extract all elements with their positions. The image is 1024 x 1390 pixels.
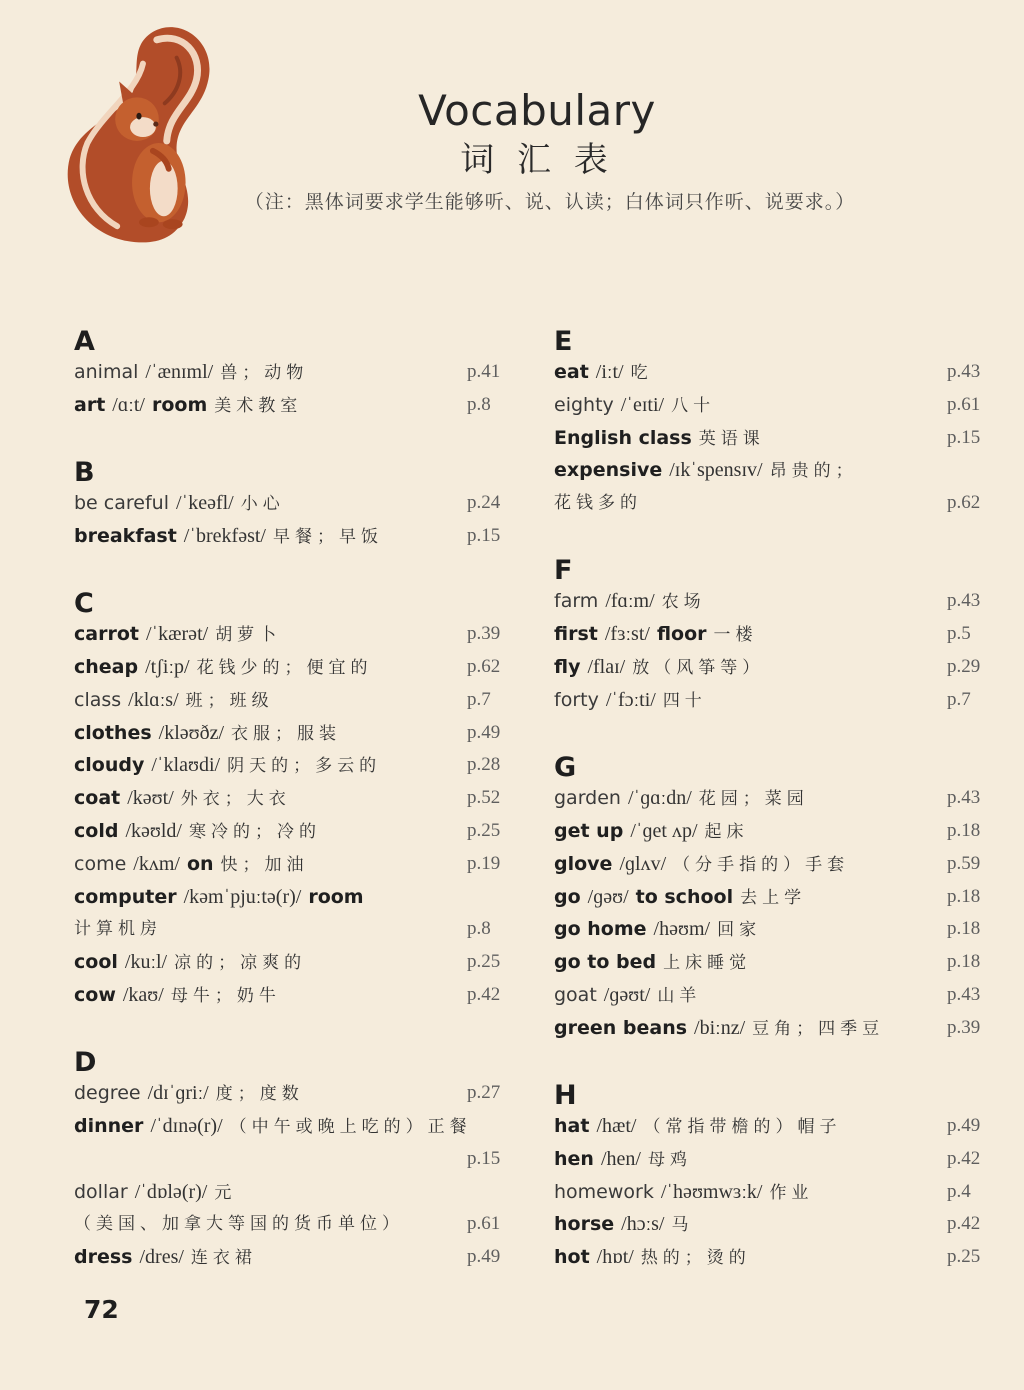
entry-row (74, 389, 514, 422)
page-ref: p.18 (947, 951, 981, 973)
phonetic: /dres/ (139, 1246, 184, 1269)
headword-regular: homework (554, 1180, 654, 1203)
section-d (74, 1049, 514, 1274)
phonetic: /kəʊt/ (127, 787, 174, 810)
page-ref: p.5 (947, 623, 971, 645)
phonetic: /iːt/ (595, 361, 624, 383)
entry-row (554, 913, 994, 946)
phonetic: /ˈdɪnə(r)/ (150, 1115, 223, 1138)
phonetic: /ɪkˈspensɪv/ (669, 459, 763, 482)
page-ref: p.8 (467, 918, 491, 940)
headword-bold: carrot (74, 623, 139, 646)
headword-bold: breakfast (74, 524, 177, 547)
page-ref: p.29 (947, 656, 981, 678)
chinese-meaning: 衣服；服装 (231, 723, 342, 744)
headword-bold: room (308, 885, 364, 908)
phonetic: /ɡəʊ/ (587, 885, 629, 908)
page-ref: p.42 (947, 1213, 981, 1235)
headword-bold: cold (74, 819, 119, 842)
headword-bold: dinner (74, 1115, 144, 1138)
entry-row (554, 1208, 994, 1241)
page-ref: p.18 (947, 885, 981, 907)
headword-bold: go home (554, 918, 647, 941)
headword-regular: animal (74, 361, 139, 383)
page-ref: p.28 (467, 754, 501, 776)
entry-row (74, 618, 514, 651)
section-letter: D (74, 1047, 97, 1079)
entry-row (74, 684, 514, 717)
chinese-meaning: 班；班级 (185, 690, 274, 711)
page-ref: p.18 (947, 918, 981, 940)
page-ref: p.15 (467, 1147, 501, 1169)
chinese-meaning: 凉的；凉爽的 (174, 953, 307, 974)
headword-bold: fly (554, 656, 581, 679)
page-ref: p.39 (947, 1016, 981, 1038)
phonetic: /ˈkærət/ (145, 623, 209, 646)
chinese-meaning: 花钱多的 (554, 493, 642, 514)
chinese-meaning: 八十 (671, 395, 716, 416)
chinese-meaning: （中午或晚上吃的）正餐 (229, 1117, 472, 1138)
page-ref: p.25 (947, 1246, 981, 1268)
entry-row (74, 717, 514, 750)
headword-bold: coat (74, 787, 121, 810)
entry-row (74, 749, 514, 782)
page-ref: p.42 (947, 1147, 981, 1169)
chinese-meaning: 起床 (704, 821, 749, 842)
phonetic: /hæt/ (596, 1115, 637, 1138)
chinese-meaning: 山羊 (657, 985, 702, 1006)
phonetic: /tʃiːp/ (145, 655, 190, 678)
entry-row (74, 913, 514, 946)
headword-bold: glove (554, 852, 613, 875)
phonetic: /ɡlʌv/ (619, 852, 667, 875)
phonetic: /kəʊld/ (125, 819, 182, 842)
page-ref: p.43 (947, 590, 981, 612)
entry-row (74, 651, 514, 684)
entry-row (554, 979, 994, 1012)
chinese-meaning: 度；度数 (215, 1084, 304, 1105)
section-e (554, 328, 994, 520)
chinese-meaning: 花钱少的；便宜的 (196, 657, 373, 678)
entry-row (74, 487, 514, 520)
headword-bold: go (554, 885, 581, 908)
phonetic: /kʌm/ (133, 852, 180, 875)
entry-row (74, 520, 514, 553)
entry-row (554, 1110, 994, 1143)
headword-bold: get up (554, 819, 624, 842)
page-ref: p.7 (467, 688, 491, 710)
headword-regular: garden (554, 787, 621, 810)
phonetic: /ˈɡet ʌp/ (630, 819, 698, 842)
vocabulary-column-left (74, 328, 514, 1274)
phonetic: /kuːl/ (124, 951, 168, 974)
chinese-meaning: 早餐；早饭 (272, 526, 383, 547)
chinese-meaning: 昂贵的； (769, 461, 858, 482)
entry-row (554, 1241, 994, 1274)
headword-bold: clothes (74, 721, 152, 744)
chinese-meaning: （分手指的）手套 (673, 854, 850, 875)
phonetic: /ˈɡɑːdn/ (627, 787, 692, 810)
page-ref: p.4 (947, 1180, 971, 1202)
entry-row (74, 1143, 514, 1176)
entry-row (74, 782, 514, 815)
chinese-meaning: 一楼 (713, 625, 758, 646)
page-ref: p.24 (467, 492, 501, 514)
vocabulary-column-right (554, 328, 994, 1274)
entry-row (554, 881, 994, 914)
chinese-meaning: （美国、加拿大等国的货币单位） (74, 1214, 404, 1235)
page-subtitle: 词 汇 表 (460, 140, 614, 180)
phonetic: /ˈklaʊdi/ (151, 754, 221, 777)
headword-bold: first (554, 623, 598, 646)
entry-row (554, 684, 994, 717)
page-ref: p.52 (467, 787, 501, 809)
page-title: Vocabulary (418, 86, 656, 135)
chinese-meaning: 英语课 (698, 428, 765, 449)
section-b (74, 459, 514, 553)
phonetic: /ˈfɔːti/ (605, 688, 656, 711)
headword-regular: class (74, 688, 122, 711)
chinese-meaning: 上床睡觉 (663, 953, 752, 974)
phonetic: /ɡəʊt/ (603, 983, 651, 1006)
headword-bold: on (186, 852, 214, 875)
phonetic: /kəmˈpjuːtə(r)/ (183, 885, 302, 908)
headword-bold: hot (554, 1246, 590, 1269)
entry-row (554, 1012, 994, 1045)
entry-row (74, 979, 514, 1012)
headword-bold: horse (554, 1213, 615, 1236)
phonetic: /hɔːs/ (621, 1213, 665, 1236)
page-number: 72 (84, 1295, 119, 1324)
headword-bold: cool (74, 951, 118, 974)
phonetic: /ˈkeəfl/ (175, 492, 234, 515)
chinese-meaning: 外衣；大衣 (180, 789, 291, 810)
page-ref: p.39 (467, 623, 501, 645)
chinese-meaning: 快；加油 (220, 854, 309, 875)
page-ref: p.15 (947, 426, 981, 448)
chinese-meaning: 花园；菜园 (698, 789, 809, 810)
phonetic: /kləʊðz/ (158, 721, 225, 744)
entry-row (554, 848, 994, 881)
headword-bold: computer (74, 885, 177, 908)
squirrel-foot (139, 217, 159, 227)
phonetic: /kaʊ/ (122, 983, 164, 1006)
headword-regular: degree (74, 1082, 141, 1105)
page-ref: p.15 (467, 524, 501, 546)
squirrel-foot (163, 219, 183, 229)
page-ref: p.59 (947, 852, 981, 874)
page-ref: p.18 (947, 819, 981, 841)
headword-bold: go to bed (554, 951, 657, 974)
section-letter: F (554, 555, 573, 587)
entry-row (74, 1176, 514, 1209)
page-ref: p.41 (467, 361, 501, 382)
entry-row (74, 881, 514, 914)
entry-row (554, 585, 994, 618)
headword-regular: farm (554, 590, 599, 613)
section-letter: C (74, 588, 94, 620)
chinese-meaning: 连衣裙 (190, 1248, 257, 1269)
entry-row (74, 1077, 514, 1110)
phonetic: /fɑːm/ (605, 590, 655, 613)
headword-regular: forty (554, 688, 599, 711)
entry-row (554, 1176, 994, 1209)
section-c (74, 590, 514, 1012)
usage-note: （注：黑体词要求学生能够听、说、认读；白体词只作听、说要求。） (244, 191, 856, 213)
entry-row (554, 651, 994, 684)
headword-bold: cloudy (74, 754, 145, 777)
page-ref: p.19 (467, 852, 501, 874)
page-ref: p.25 (467, 819, 501, 841)
phonetic: /ˈænɪml/ (145, 361, 214, 383)
chinese-meaning: 阴天的；多云的 (227, 756, 382, 777)
chinese-meaning: 去上学 (740, 887, 807, 908)
page-ref: p.43 (947, 361, 981, 382)
page-ref: p.49 (467, 1246, 501, 1268)
page-ref: p.61 (947, 393, 981, 415)
entry-row (74, 1208, 514, 1241)
phonetic: /dɪˈɡriː/ (147, 1082, 209, 1105)
entry-row (554, 487, 994, 520)
entry-row (554, 815, 994, 848)
chinese-meaning: 放（风筝等） (632, 658, 765, 679)
entry-row (74, 356, 514, 389)
headword-bold: hen (554, 1147, 594, 1170)
phonetic: /ˈeɪti/ (620, 393, 665, 416)
page-ref: p.61 (467, 1213, 501, 1235)
chinese-meaning: 豆角；四季豆 (752, 1018, 885, 1039)
chinese-meaning: 马 (671, 1215, 694, 1236)
page-ref: p.43 (947, 787, 981, 809)
section-f (554, 557, 994, 716)
page-ref: p.49 (947, 1115, 981, 1137)
phonetic: /ˈbrekfəst/ (183, 524, 266, 547)
chinese-meaning: 兽；动物 (220, 363, 309, 383)
page-ref: p.43 (947, 983, 981, 1005)
section-letter: G (554, 752, 577, 784)
page-ref: p.27 (467, 1082, 501, 1104)
headword-regular: dollar (74, 1180, 128, 1203)
page-ref: p.49 (467, 721, 501, 743)
entry-row (554, 946, 994, 979)
page-ref: p.62 (947, 492, 981, 514)
chinese-meaning: 胡萝卜 (215, 625, 282, 646)
phonetic: /klɑːs/ (128, 688, 179, 711)
page-ref: p.8 (467, 393, 491, 415)
phonetic: /ɑːt/ (112, 393, 145, 416)
phonetic: /ˈhəʊmwɜːk/ (660, 1180, 763, 1203)
section-letter: A (74, 326, 95, 357)
entry-row (554, 454, 994, 487)
headword-regular: eighty (554, 393, 614, 416)
page-ref: p.42 (467, 983, 501, 1005)
chinese-meaning: 回家 (717, 920, 762, 941)
chinese-meaning: 元 (214, 1182, 237, 1203)
headword-bold: green beans (554, 1016, 688, 1039)
headword-bold: to school (635, 885, 734, 908)
headword-bold: cow (74, 983, 116, 1006)
headword-regular: be careful (74, 492, 169, 515)
section-a (74, 328, 514, 422)
chinese-meaning: 四十 (662, 690, 707, 711)
entry-row (554, 618, 994, 651)
headword-regular: come (74, 852, 127, 875)
chinese-meaning: 美术教室 (214, 395, 303, 416)
phonetic: /fɜːst/ (604, 623, 650, 646)
entry-row (554, 422, 994, 455)
headword-regular: goat (554, 983, 597, 1006)
phonetic: /ˈdɒlə(r)/ (134, 1180, 208, 1203)
section-letter: B (74, 457, 95, 489)
headword-bold: floor (656, 623, 707, 646)
entry-row (74, 848, 514, 881)
phonetic: /biːnz/ (694, 1016, 746, 1039)
entry-row (554, 1143, 994, 1176)
chinese-meaning: 小心 (240, 494, 285, 515)
headword-bold: eat (554, 361, 589, 383)
phonetic: /flaɪ/ (587, 656, 626, 679)
entry-row (554, 389, 994, 422)
headword-bold: cheap (74, 655, 139, 678)
entry-row (554, 782, 994, 815)
entry-row (554, 356, 994, 389)
section-g (554, 754, 994, 1044)
chinese-meaning: 作业 (769, 1182, 814, 1203)
headword-bold: English class (554, 426, 692, 449)
headword-bold: hat (554, 1115, 590, 1138)
page-ref: p.62 (467, 655, 501, 677)
phonetic: /hen/ (600, 1147, 641, 1170)
section-letter: H (554, 1080, 577, 1112)
chinese-meaning: 热的；烫的 (640, 1248, 751, 1269)
chinese-meaning: 母牛；奶牛 (170, 985, 281, 1006)
entry-row (74, 946, 514, 979)
chinese-meaning: （常指带檐的）帽子 (643, 1117, 842, 1138)
chinese-meaning: 母鸡 (647, 1149, 692, 1170)
headword-bold: expensive (554, 459, 663, 482)
section-letter: E (554, 326, 573, 357)
chinese-meaning: 吃 (630, 363, 653, 383)
section-h (554, 1082, 994, 1274)
phonetic: /hɒt/ (596, 1246, 634, 1269)
entry-row (74, 1241, 514, 1274)
page-ref: p.7 (947, 688, 971, 710)
headword-bold: room (151, 393, 208, 416)
headword-bold: art (74, 393, 106, 416)
chinese-meaning: 农场 (661, 592, 706, 613)
phonetic: /həʊm/ (653, 918, 711, 941)
headword-bold: dress (74, 1246, 133, 1269)
chinese-meaning: 计算机房 (74, 919, 162, 940)
entry-row (74, 1110, 514, 1143)
chinese-meaning: 寒冷的；冷的 (188, 821, 321, 842)
page-ref: p.25 (467, 951, 501, 973)
entry-row (74, 815, 514, 848)
